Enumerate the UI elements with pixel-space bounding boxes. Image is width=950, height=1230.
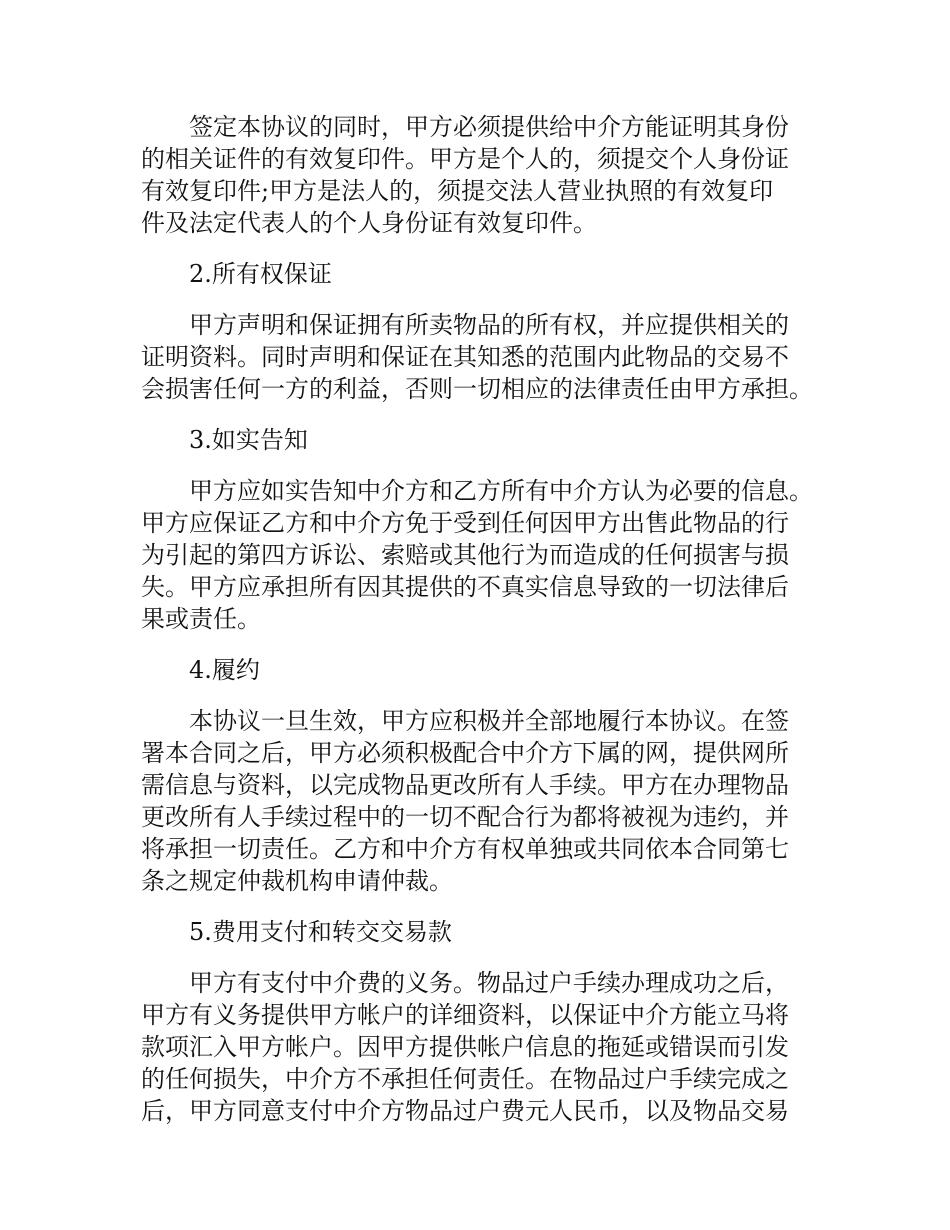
paragraph-payment	[141, 967, 821, 1127]
section-heading-ownership: 2.所有权保证	[189, 260, 332, 288]
text-line: 甲方有支付中介费的义务。物品过户手续办理成功之后，	[189, 969, 789, 997]
text-line: 会损害任何一方的利益，否则一切相应的法律责任由甲方承担。	[141, 375, 813, 403]
text-line: 失。甲方应承担所有因其提供的不真实信息导致的一切法律后	[141, 573, 789, 601]
document-body	[141, 111, 821, 1146]
text-line: 件及法定代表人的个人身份证有效复印件。	[141, 209, 597, 237]
text-line: 本协议一旦生效，甲方应积极并全部地履行本协议。在签	[189, 707, 789, 735]
text-line: 的相关证件的有效复印件。甲方是个人的，须提交个人身份证	[141, 145, 789, 173]
text-line: 果或责任。	[141, 605, 261, 633]
text-line: 为引起的第四方诉讼、索赔或其他行为而造成的任何损害与损	[141, 541, 789, 569]
text-line: 甲方应保证乙方和中介方免于受到任何因甲方出售此物品的行	[141, 509, 789, 537]
section-heading-performance: 4.履约	[189, 656, 260, 684]
text-line: 条之规定仲裁机构申请仲裁。	[141, 867, 453, 895]
text-line: 证明资料。同时声明和保证在其知悉的范围内此物品的交易不	[141, 343, 789, 371]
text-line: 签定本协议的同时，甲方必须提供给中介方能证明其身份	[189, 113, 789, 141]
text-line: 后，甲方同意支付中介方物品过户费元人民币，以及物品交易	[141, 1097, 789, 1125]
section-heading-disclosure: 3.如实告知	[189, 426, 308, 454]
section-heading-payment: 5.费用支付和转交交易款	[189, 918, 452, 946]
text-line: 将承担一切责任。乙方和中介方有权单独或共同依本合同第七	[141, 835, 789, 863]
text-line: 甲方声明和保证拥有所卖物品的所有权，并应提供相关的	[189, 311, 789, 339]
paragraph-disclosure	[141, 475, 821, 635]
paragraph-ownership	[141, 309, 821, 405]
text-line: 更改所有人手续过程中的一切不配合行为都将被视为违约，并	[141, 803, 789, 831]
text-line: 需信息与资料，以完成物品更改所有人手续。甲方在办理物品	[141, 771, 789, 799]
paragraph-performance	[141, 705, 821, 897]
text-line: 甲方有义务提供甲方帐户的详细资料，以保证中介方能立马将	[141, 1001, 789, 1029]
text-line: 甲方应如实告知中介方和乙方所有中介方认为必要的信息。	[189, 477, 813, 505]
text-line: 的任何损失，中介方不承担任何责任。在物品过户手续完成之	[141, 1065, 789, 1093]
paragraph-identity-documents	[141, 111, 821, 239]
text-line: 款项汇入甲方帐户。因甲方提供帐户信息的拖延或错误而引发	[141, 1033, 789, 1061]
text-line: 署本合同之后，甲方必须积极配合中介方下属的网，提供网所	[141, 739, 789, 767]
text-line: 有效复印件;甲方是法人的，须提交法人营业执照的有效复印	[141, 177, 774, 205]
